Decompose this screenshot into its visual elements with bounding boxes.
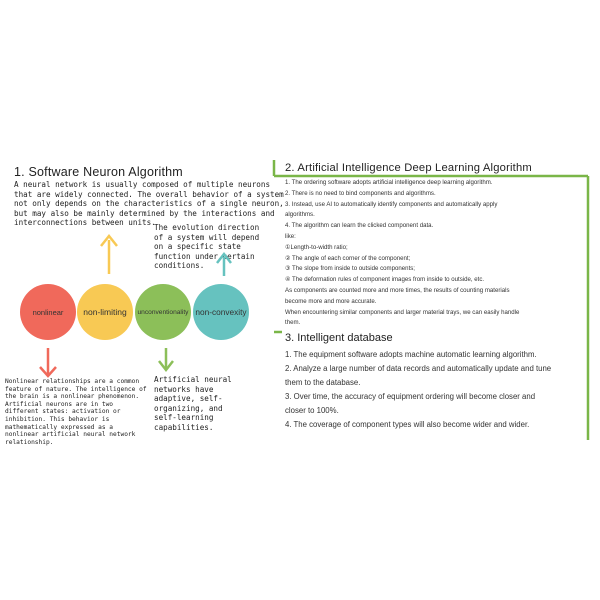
list-item: become more and more accurate. — [285, 297, 377, 305]
circle-nonlinear — [20, 284, 76, 340]
list-item: 4. The algorithm can learn the clicked component data. — [285, 222, 434, 230]
circle-non-convexity — [193, 284, 249, 340]
list-item: them. — [285, 319, 301, 327]
list-item: As components are counted more and more times, the results of counting materials — [285, 286, 510, 294]
list-item: ①Length-to-width ratio; — [285, 243, 348, 251]
list-item: algorithms. — [285, 211, 315, 219]
circle-non-convexity-label: non-convexity — [195, 307, 247, 317]
section2-list — [285, 178, 590, 329]
list-item: 1. The equipment software adopts machine automatic learning algorithm. — [285, 350, 537, 359]
list-item: 4. The coverage of component types will also become wider and wider. — [285, 419, 530, 429]
list-item: them to the database. — [285, 377, 361, 387]
list-item: 2. Analyze a large number of data records and automatically update and tune — [285, 363, 552, 373]
up-arrow-icon — [101, 236, 117, 274]
section2-title: 2. Artificial Intelligence Deep Learning Algorithm — [285, 162, 532, 174]
section3-list — [285, 348, 595, 431]
list-item: 2. There is no need to bind components and algorithms. — [285, 189, 436, 197]
list-item: ② The angle of each corner of the component; — [285, 254, 411, 262]
section1-description: A neural network is usually composed of multiple neurons that are widely connected. The overall behavior of a system not only depends on the characteristics of a single neuron, but may also be mainly determined by the interactions and interconnections between units. — [14, 180, 284, 228]
list-item: like: — [285, 232, 296, 240]
down-arrow-icon — [40, 348, 56, 376]
list-item: ③ The slope from inside to outside components; — [285, 265, 416, 273]
circle-unconventionality-label: unconventionality — [137, 308, 189, 316]
section1-title: 1. Software Neuron Algorithm — [14, 165, 183, 179]
list-item: 3. Instead, use AI to automatically identify components and automatically apply — [285, 200, 498, 208]
list-item: ④ The deformation rules of component images from inside to outside, etc. — [285, 276, 485, 284]
up-arrow-icon — [217, 254, 231, 276]
ann-description: Artificial neural networks have adaptive, self-organizing, and self-learning capabilities. — [154, 375, 232, 432]
circle-unconventionality — [135, 284, 191, 340]
list-item: closer to 100%. — [285, 405, 339, 415]
list-item: 3. Over time, the accuracy of equipment ordering will become closer and — [285, 391, 536, 401]
list-item: 1. The ordering software adopts artificial intelligence deep learning algorithm. — [285, 179, 493, 186]
list-item: When encountering similar components and larger material trays, we can easily handle — [285, 308, 520, 316]
section3-title: 3. Intelligent database — [285, 332, 393, 344]
evolution-text: The evolution direction of a system will depend on a specific state function under certain conditions. — [154, 223, 260, 271]
nonlinear-description: Nonlinear relationships are a common feature of nature. The intelligence of the brain is a nonlinear phenomenon. Artificial neurons are in two different states: activation or inhibition. This behavior is mathematically expressed as a nonlinear artificial neural network relationship. — [5, 378, 147, 446]
circle-non-limiting-label: non-limiting — [83, 307, 127, 317]
circle-non-limiting — [77, 284, 133, 340]
down-arrow-icon — [159, 348, 173, 370]
circle-nonlinear-label: nonlinear — [32, 307, 64, 317]
